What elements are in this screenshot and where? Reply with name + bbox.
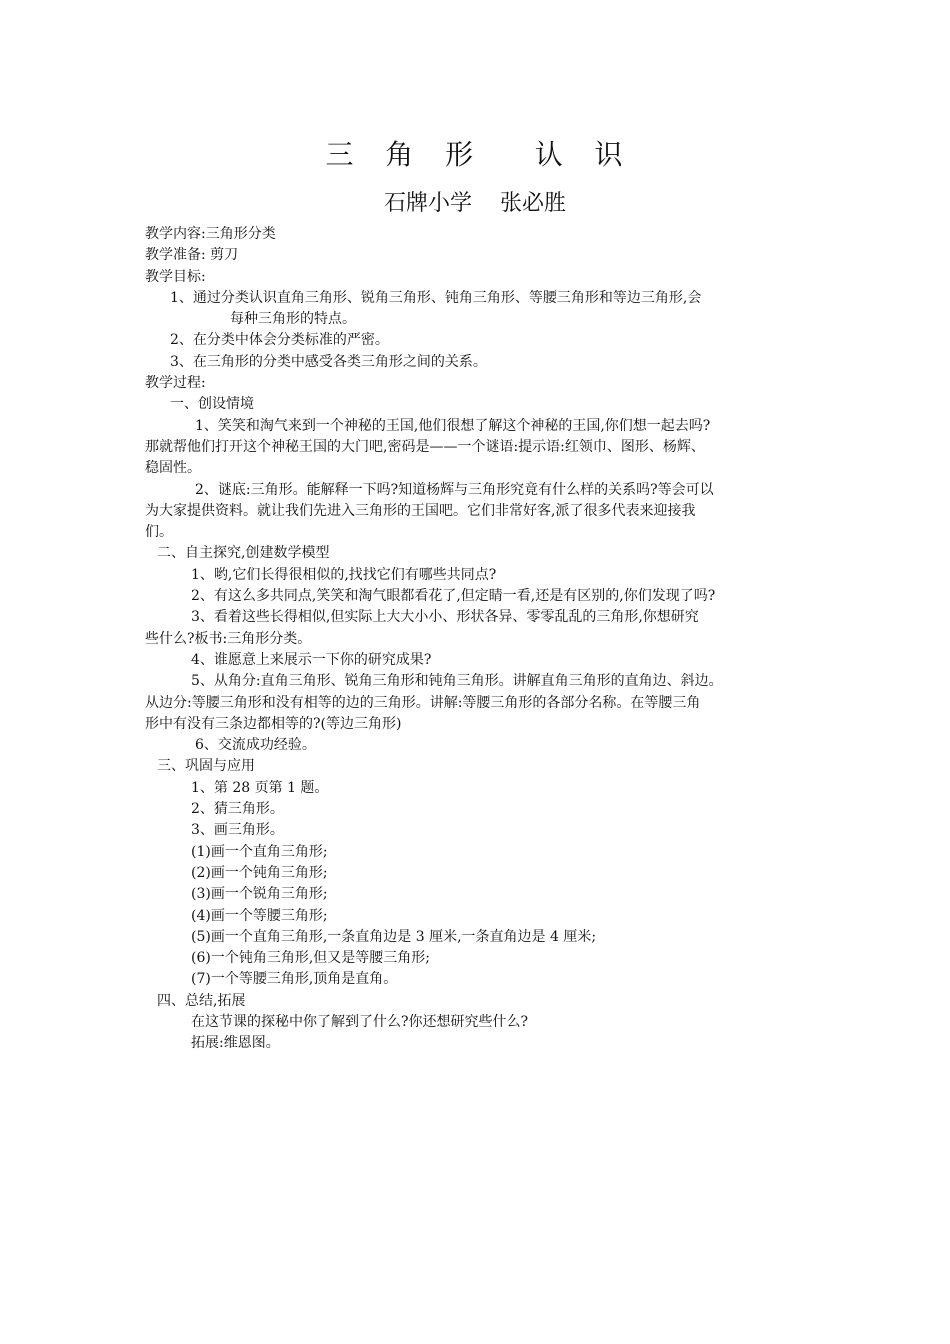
text-line: (7)一个等腰三角形,顶角是直角。 [191, 971, 398, 988]
text-line: 每种三角形的特点。 [230, 311, 356, 328]
text-line: 些什么?板书:三角形分类。 [145, 630, 312, 647]
text-line: 3、看着这些长得相似,但实际上大大小小、形状各异、零零乱乱的三角形,你想研究 [191, 609, 699, 626]
text-line: 教学内容:三角形分类 [145, 226, 276, 242]
text-line: 拓展:维恩图。 [191, 1035, 280, 1052]
text-line: 从边分:等腰三角形和没有相等的边的三角形。讲解:等腰三角形的各部分名称。在等腰三角 [145, 694, 701, 711]
text-line: 那就帮他们打开这个神秘王国的大门吧,密码是——一个谜语:提示语:红领巾、图形、杨辉、 [145, 438, 705, 455]
text-line: 1、哟,它们长得很相似的,找找它们有哪些共同点? [191, 566, 497, 583]
text-line: 为大家提供资料。就让我们先进入三角形的王国吧。它们非常好客,派了很多代表来迎接我 [145, 502, 696, 519]
text-line: 二、自主探究,创建数学模型 [157, 545, 330, 562]
text-line: 1、笑笑和淘气来到一个神秘的王国,他们很想了解这个神秘的王国,你们想一起去吗? [195, 417, 711, 434]
text-line: 在这节课的探秘中你了解到了什么?你还想研究些什么? [191, 1013, 529, 1030]
text-line: 一、创设情境 [170, 396, 254, 413]
text-line: 2、谜底:三角形。能解释一下吗?知道杨辉与三角形究竟有什么样的关系吗?等会可以 [195, 481, 714, 498]
text-line: 三、巩固与应用 [157, 758, 255, 775]
text-line: 教学准备: 剪刀 [145, 247, 239, 264]
text-line: (1)画一个直角三角形; [191, 843, 328, 860]
text-line: 2、有这么多共同点,笑笑和淘气眼都看花了,但定睛一看,还是有区别的,你们发现了吗? [191, 588, 716, 605]
text-line: 稳固性。 [145, 460, 201, 477]
document-body [145, 224, 825, 1055]
text-line: 3、画三角形。 [191, 822, 284, 839]
text-line: (3)画一个锐角三角形; [191, 886, 328, 903]
text-line: (5)画一个直角三角形,一条直角边是 3 厘米,一条直角边是 4 厘米; [191, 928, 597, 945]
text-line: 5、从角分:直角三角形、锐角三角形和钝角三角形。讲解直角三角形的直角边、斜边。 [191, 673, 723, 690]
text-line: 4、谁愿意上来展示一下你的研究成果? [191, 651, 432, 668]
text-line: 3、在三角形的分类中感受各类三角形之间的关系。 [170, 353, 487, 370]
text-line: 教学目标: [145, 268, 206, 285]
text-line: 形中有没有三条边都相等的?(等边三角形) [145, 715, 402, 732]
text-line: 教学过程: [145, 375, 206, 392]
text-line: 1、通过分类认识直角三角形、锐角三角形、钝角三角形、等腰三角形和等边三角形,会 [170, 289, 702, 306]
document-subtitle: 石牌小学 张必胜 [384, 191, 566, 216]
text-line: (6)一个钝角三角形,但又是等腰三角形; [191, 950, 430, 967]
text-line: (4)画一个等腰三角形; [191, 907, 328, 924]
text-line: 2、在分类中体会分类标准的严密。 [170, 332, 389, 349]
text-line: 1、第 28 页第 1 题。 [191, 779, 329, 796]
document-title: 三 角 形 认 识 [325, 138, 625, 171]
text-line: 6、交流成功经验。 [195, 737, 316, 754]
text-line: (2)画一个钝角三角形; [191, 864, 328, 881]
text-line: 2、猜三角形。 [191, 801, 284, 818]
text-line: 四、总结,拓展 [157, 992, 246, 1009]
text-line: 们。 [145, 524, 173, 541]
